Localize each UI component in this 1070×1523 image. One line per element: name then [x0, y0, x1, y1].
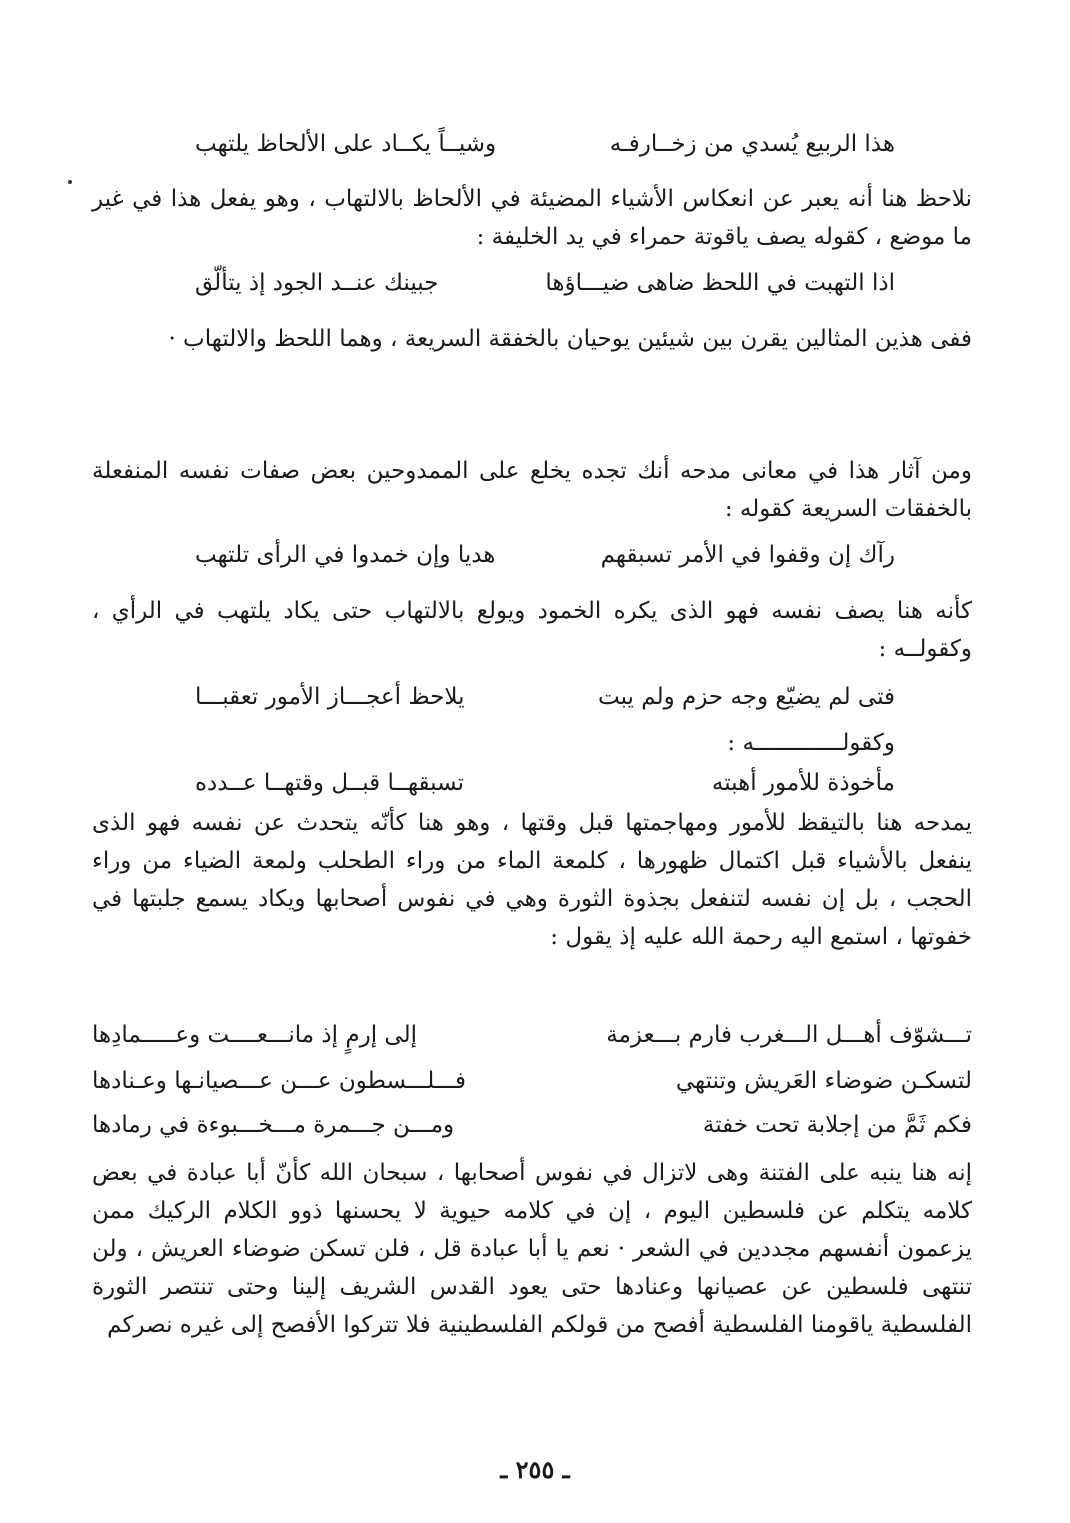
margin-mark — [68, 180, 72, 184]
paragraph-4: كأنه هنا يصف نفسه فهو الذى يكره الخمود ويولع بالالتهاب حتى يكاد يلتهب في الرأي ، وكقولــه : — [92, 598, 972, 662]
verse-4-first-hemistich: فتى لم يضيّع وجه حزم ولم يبت — [598, 684, 895, 710]
verse-5-first-hemistich: مأخوذة للأمور أهبته — [711, 770, 895, 796]
verse-8 — [92, 1108, 972, 1142]
verse-7 — [92, 1064, 972, 1098]
verse-1-first-hemistich: هذا الربيع يُسدي من زخــارفـه — [609, 131, 895, 157]
verse-2-second-hemistich: جبينك عنــد الجود إذ يتألّق — [195, 270, 439, 296]
verse-5 — [195, 766, 895, 800]
paragraph-6: إنه هنا ينبه على الفتنة وهى لاتزال في نفوس أصحابها ، سبحان الله كأنّ أبا عبادة في بعض كلامه يتكلم عن فلسطين اليوم ، إن في كلامه حيوية لا يحسنها ذوو الكلام الركيك ممن يزعمون أنفسهم مجددين في الشعر · نعم يا أبا عبادة قل ، فلن تسكن ضوضاء العريش ، ولن تنتهى فلسطين عن عصيانها وعنادها حتى يعود القدس الشريف إلينا وحتى تنتصر الثورة الفلسطية ياقومنا الفلسطية أفصح من قولكم الفلسطينية فلا تتركوا الأفصح إلى غيره نصركم — [92, 1160, 972, 1338]
paragraph-1: نلاحظ هنا أنه يعبر عن انعكاس الأشياء المضيئة في الألحاظ بالالتهاب ، وهو يفعل هذا في غير ما موضع ، كقوله يصف ياقوتة حمراء في يد الخليفة : — [92, 186, 972, 250]
verse-2-first-hemistich: اذا التهبت في اللحظ ضاهى ضيـــاؤها — [545, 270, 895, 296]
verse-1 — [195, 127, 895, 161]
verse-8-first-hemistich: فكم ثَمَّ من إجلابة تحت خفتة — [702, 1112, 972, 1138]
paragraph-3: ومن آثار هذا في معانى مدحه أنك تجده يخلع على الممدوحين بعض صفات نفسه المنفعلة بالخفقات السريعة كقوله : — [92, 458, 972, 522]
paragraph-5: يمدحه هنا بالتيقظ للأمور ومهاجمتها قبل وقتها ، وهو هنا كأنّه يتحدث عن نفسه فهو الذى ينفعل بالأشياء قبل اكتمال ظهورها ، كلمعة الماء من وراء الطحلب ولمعة الضياء من وراء الحجب ، بل إن نفسه لتنفعل بجذوة الثورة وهي في نفوس أصحابها ويكاد يسمع جلبتها في خفوتها ، استمع اليه رحمة الله عليه إذ يقول : — [92, 810, 972, 950]
verse-1-second-hemistich: وشيــاً يكــاد على الألحاظ يلتهب — [195, 131, 497, 157]
verse-5-second-hemistich: تسبقهــا قبــل وقتهــا عــدده — [195, 770, 465, 796]
verse-4-second-hemistich: يلاحظ أعجـــاز الأمور تعقبـــا — [195, 684, 465, 710]
verse-8-second-hemistich: ومـــن جـــمرة مـــخـــبوءة في رمادها — [92, 1112, 455, 1138]
verse-3 — [195, 538, 895, 572]
page-number: ـ ٢٥٥ ـ — [500, 1455, 570, 1484]
verse-6 — [92, 1018, 972, 1052]
verse-3-first-hemistich: رآك إن وقفوا في الأمر تسبقهم — [600, 542, 895, 568]
verse-7-first-hemistich: لتسكـن ضوضاء العَريش وتنتهي — [675, 1068, 972, 1094]
verse-6-second-hemistich: إلى إرمٍ إذ مانـــعــــت وعـــــمادِها — [92, 1022, 417, 1048]
verse-7-second-hemistich: فـــلـــسطون عـــن عـــصيانـها وعـنادها — [92, 1068, 467, 1094]
paragraph-2: ففى هذين المثالين يقرن بين شيئين يوحيان بالخفقة السريعة ، وهما اللحظ والالتهاب · — [168, 326, 972, 352]
verse-2 — [195, 266, 895, 300]
quote-intro: وكقولـــــــــــــه : — [727, 730, 895, 756]
verse-3-second-hemistich: هديا وإن خمدوا في الرأى تلتهب — [195, 542, 496, 568]
verse-4 — [195, 680, 895, 714]
verse-6-first-hemistich: تـــشوّف أهـــل الـــغرب فارم بـــعزمة — [606, 1022, 972, 1048]
